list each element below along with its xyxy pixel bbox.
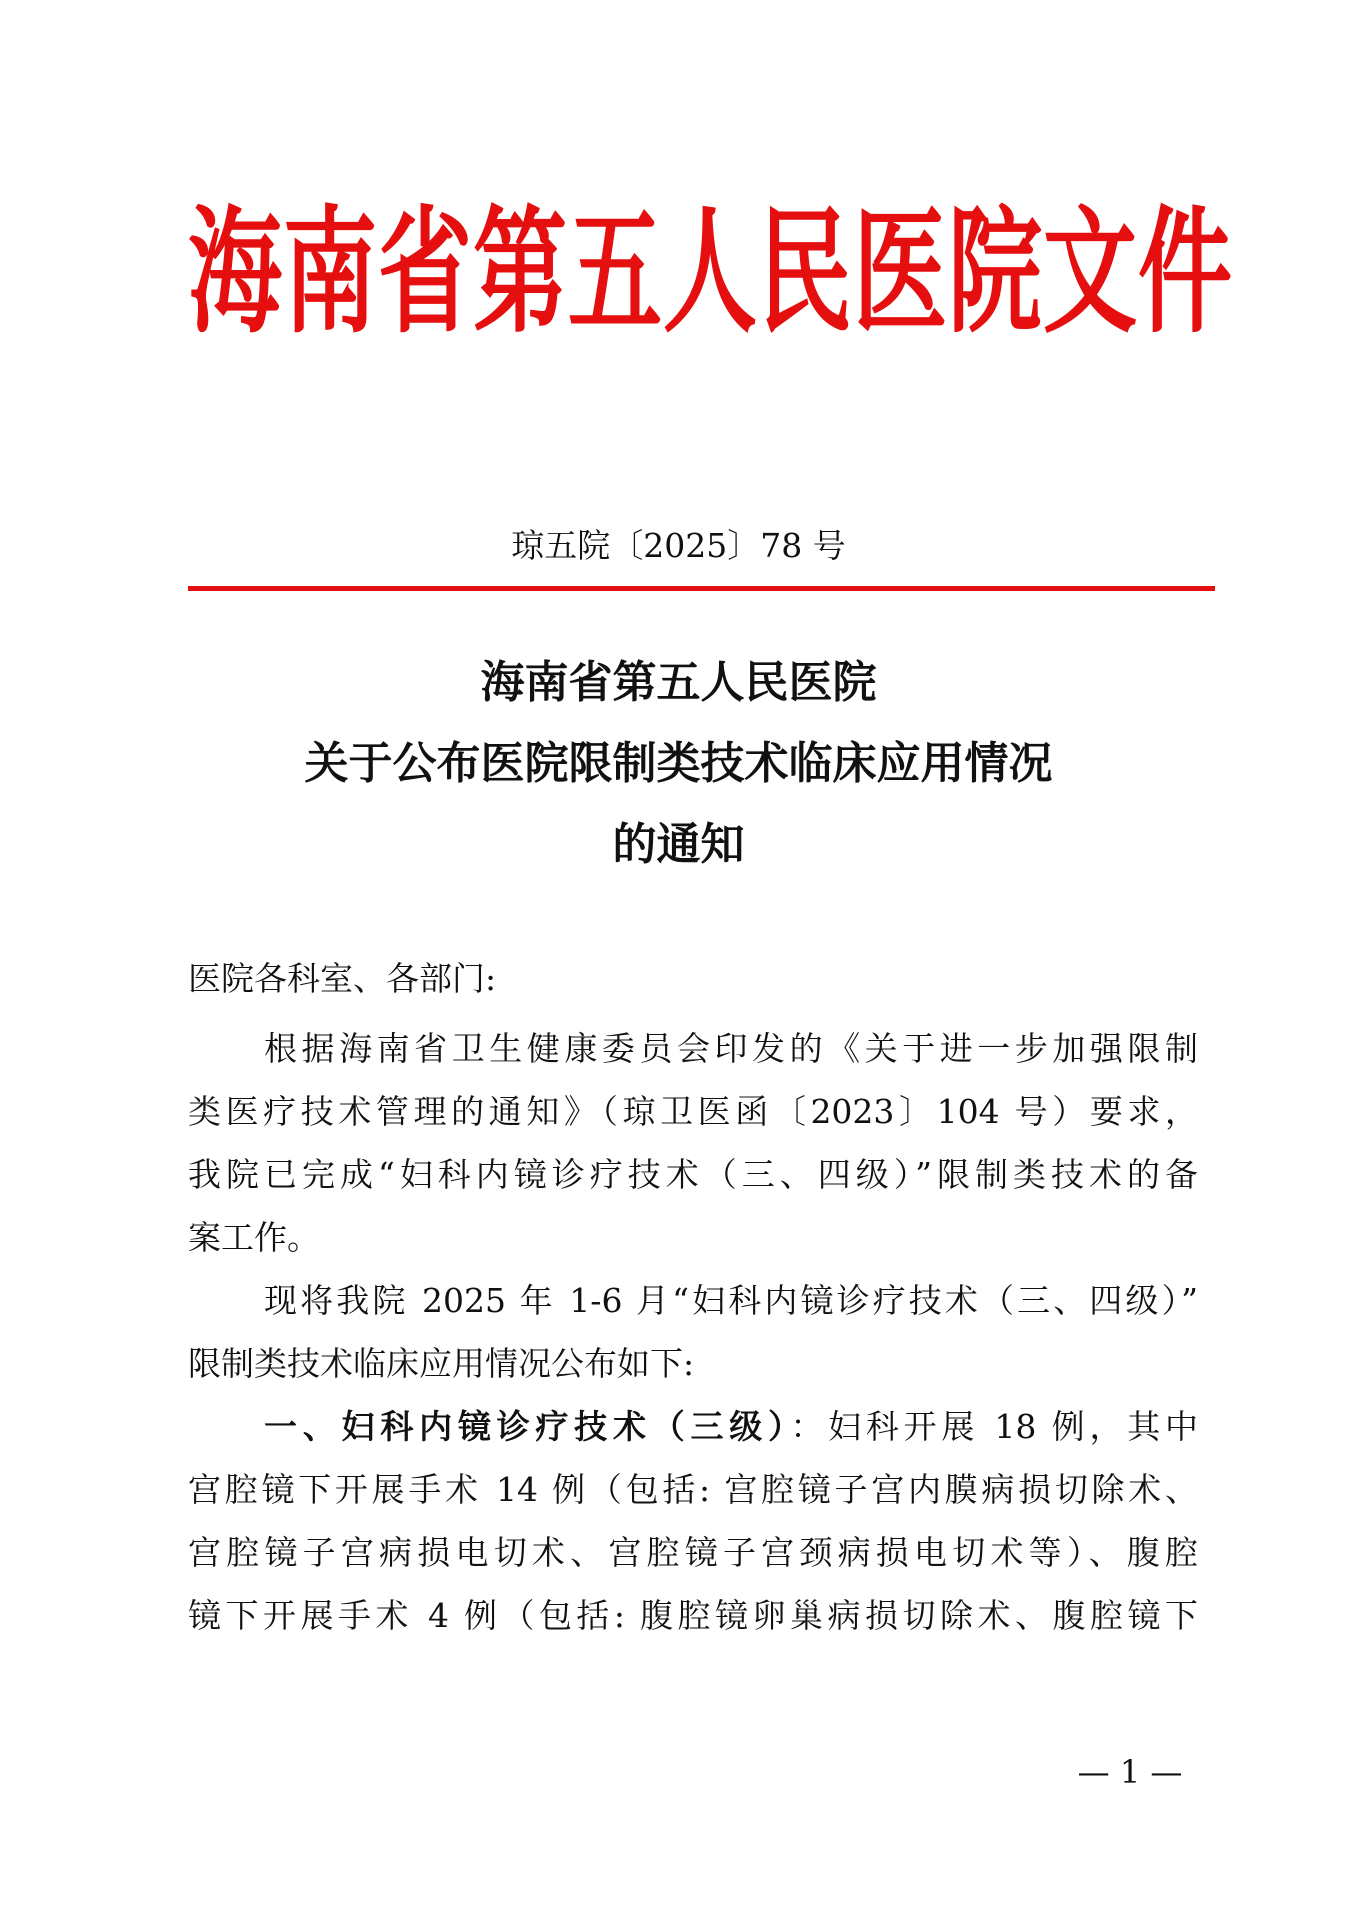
notice-title-line-1: 海南省第五人民医院	[480, 657, 877, 708]
section-heading-line	[188, 1402, 1198, 1452]
body-line: 类医疗技术管理的通知》（琼卫医函〔2023〕104 号）要求，	[188, 1092, 1198, 1131]
body-line: 我院已完成“妇科内镜诊疗技术（三、四级）”限制类技术的备	[188, 1155, 1198, 1194]
body-line: 宫腔镜子宫病损电切术、宫腔镜子宫颈病损电切术等）、腹腔	[188, 1533, 1198, 1572]
notice-title-line-2: 关于公布医院限制类技术临床应用情况	[304, 738, 1053, 789]
salutation: 医院各科室、各部门:	[188, 959, 497, 998]
document-number: 琼五院〔2025〕78 号	[511, 526, 846, 565]
body-line: 宫腔镜下开展手术 14 例（包括: 宫腔镜子宫内膜病损切除术、	[188, 1470, 1198, 1509]
body-line: 限制类技术临床应用情况公布如下:	[188, 1344, 695, 1383]
section-heading-label: 一、妇科内镜诊疗技术（三级）	[264, 1407, 791, 1446]
body-line: 根据海南省卫生健康委员会印发的《关于进一步加强限制	[264, 1029, 1198, 1068]
body-line: 案工作。	[188, 1218, 320, 1257]
document-header-title: 海南省第五人民医院文件	[188, 193, 1234, 353]
body-line: 现将我院 2025 年 1-6 月“妇科内镜诊疗技术（三、四级）”	[264, 1281, 1198, 1320]
notice-title-line-3: 的通知	[612, 819, 745, 870]
body-line: 镜下开展手术 4 例（包括: 腹腔镜卵巢病损切除术、腹腔镜下	[188, 1596, 1198, 1635]
page-number: — 1 —	[1077, 1753, 1183, 1791]
red-divider-line	[188, 586, 1215, 591]
section-heading-text: ：妇科开展 18 例，其中	[790, 1407, 1198, 1446]
